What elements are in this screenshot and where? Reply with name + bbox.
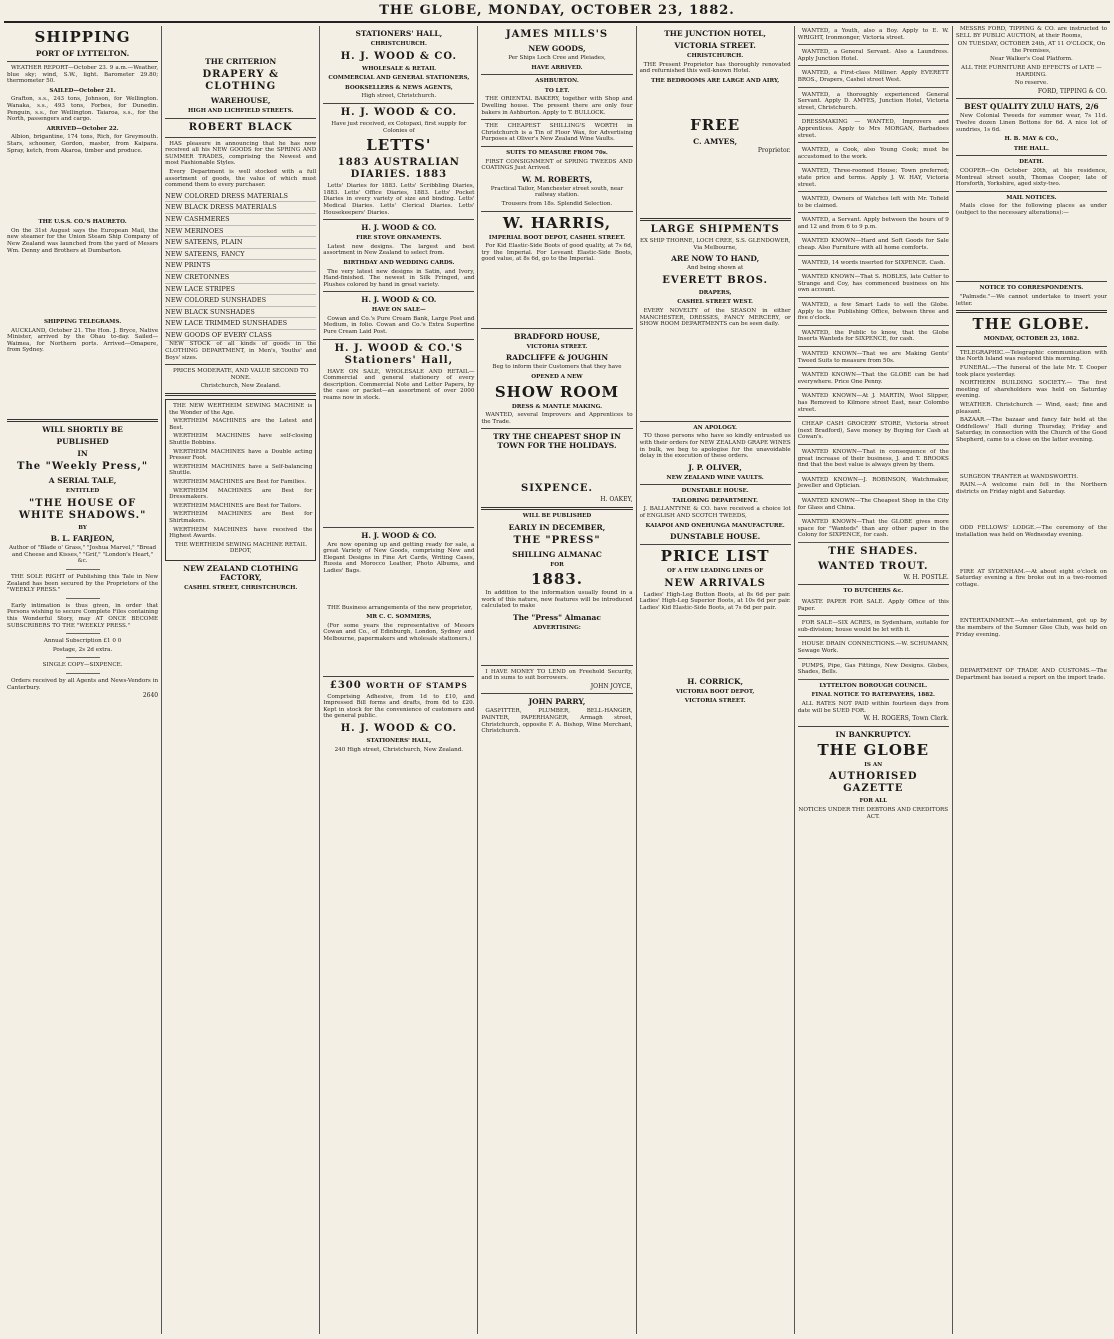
auction-date: ON TUESDAY, OCTOBER 24th, AT 11 O'CLOCK, On the Premises,	[957, 41, 1106, 54]
hotel-street: VICTORIA STREET.	[674, 41, 756, 50]
cheapest-text: THE CHEAPEST SHILLING'S WORTH in Christchurch is a Tin of Floor Wax, for Advertising Purposes at Oliver's New Zealand Wine Vaults.	[481, 123, 633, 143]
wanted-ad: WANTED, a Youth, also a Boy. Apply to E. W. WRIGHT, Ironmonger, Victoria street.	[798, 26, 949, 45]
wanted-ad: WANTED, a thoroughly experienced General Servant. Apply D. AMYES, Junction Hotel, Victoria street, Christchurch.	[798, 90, 949, 116]
wanted-ad: WANTED KNOWN—Hard and Soft Goods for Sale cheap. Also Furniture with all home comforts.	[798, 236, 949, 255]
for-sale-ad: FOR SALE—SIX ACRES, in Sydenham, suitable for sub-division; house would be let with it.	[798, 618, 949, 637]
stationers-text: HAVE ON SALE, WHOLESALE AND RETAIL—Commercial and general stationery of every description. Commercial Note and Letter Papers, by the case or packet—an assortment of over 2000 reams now in stock.	[323, 368, 475, 402]
wanted-ad: WANTED, a Servant. Apply between the hours of 9 and 12 and from 6 to 9 p.m.	[798, 215, 949, 234]
wanted-ad: WANTED KNOWN—The Cheapest Shop in the City for Glass and China.	[798, 496, 949, 515]
author-name: B. L. FARJEON,	[50, 534, 115, 544]
wood-booksellers: BOOKSELLERS & NEWS AGENTS,	[345, 84, 453, 91]
hotel-text: THE Present Proprietor has thoroughly renovated and refurnished this well-known Hotel.	[639, 61, 791, 75]
wanted-ad: WANTED, a Cook, also Young Cook; must be accustomed to the work.	[798, 145, 949, 164]
ashburton: ASHBURTON.	[535, 78, 579, 85]
stamps-text: Comprising Adhesive, from 1d to £10, and Impressed Bill forms and drafts, from 6d to £20. Kept in stock for the convenience of customers and the general public.	[323, 693, 475, 720]
wanted-ad: WANTED KNOWN—That S. ROBLES, late Cutter to Strange and Coy, has commenced business on his own account.	[798, 272, 949, 298]
criterion-city: Christchurch, New Zealand.	[200, 383, 281, 390]
sixpence-label: SIXPENCE.	[520, 483, 593, 495]
stationers-title: H. J. WOOD & CO.'S Stationers' Hall,	[334, 342, 464, 366]
zulu-text: New Colonial Tweeds for summer wear, 7s 11d. Twelve dozen Linen Bottons for 6d. A nice lot of sundries, 1s 6d.	[955, 113, 1107, 133]
wood-wholesale: WHOLESALE & RETAIL	[361, 65, 436, 72]
bradford-title: BRADFORD HOUSE,	[513, 331, 600, 341]
goods-list	[165, 191, 316, 342]
waste-paper-ad: WASTE PAPER FOR SALE. Apply Office of this Paper.	[798, 597, 949, 616]
lyttelton-council: LYTTELTON BOROUGH COUNCIL.	[819, 682, 928, 689]
being-shown: And being shown at	[687, 265, 744, 272]
wanted-ad: WANTED, a General Servant. Also a Laundress. Apply Junction Hotel.	[798, 47, 949, 66]
orders-text: Orders received by all Agents and News-Vendors in Canterbury.	[7, 677, 159, 691]
pumps-ad: PUMPS, Pipe, Gas Fittings, New Designs. Globes, Shades, Bells.	[798, 661, 949, 680]
goods-item: NEW BLACK SUNSHADES	[165, 307, 316, 319]
hotel-city: CHRISTCHURCH.	[687, 53, 744, 59]
auction-text: MESSRS FORD, TIPPING & CO. are instructed to SELL BY PUBLIC AUCTION, at their Rooms,	[955, 26, 1107, 39]
to-let-text: THE ORIENTAL BAKERY, together with Shop and Dwelling house. The present there are only four bakers in Ashburton. Apply to T. BULLOCK.	[481, 96, 633, 116]
wanted-ad: WANTED, a few Smart Lads to sell the Globe. Apply to the Publishing Office, between three and five o'clock.	[798, 300, 949, 326]
bankruptcy-title: IN BANKRUPTCY.	[835, 729, 911, 739]
column-wanteds	[795, 26, 953, 1334]
wood-firm-3: H. J. WOOD & CO.	[361, 223, 437, 233]
ad-ref: 2640	[142, 692, 159, 700]
by-label: BY	[78, 524, 87, 531]
wertheim-line: WERTHEIM MACHINES are Best for Tailors.	[173, 502, 302, 509]
wertheim-line: WERTHEIM MACHINES have received the Highest Awards.	[169, 526, 313, 540]
proprietor-name: ROBERT BLACK	[188, 121, 293, 133]
show-room: SHOW ROOM	[494, 382, 620, 401]
may-co: H. B. MAY & CO.,	[1004, 136, 1059, 143]
mills-title: JAMES MILLS'S	[505, 29, 609, 40]
sailed-heading: SAILED—October 21.	[49, 87, 116, 94]
palmsde-note: "Palmsde."—We cannot undertake to insert your letter.	[955, 294, 1107, 307]
weather-report: WEATHER REPORT—October 23. 9 a.m.—Weather, blue sky; wind, S.W., light. Barometer 29.80; thermometer 50.	[7, 65, 159, 85]
early-text: Early intimation is thus given, in order that Persons wishing to secure Complete Files containing this Wonderful Story, may AT ONCE BECOME SUBSCRIBERS TO THE "WEEKLY PRESS."	[7, 602, 159, 629]
news-heading: THE U.S.S. CO.'S HAURETO.	[38, 219, 127, 226]
wood-firm-6: H. J. WOOD & CO.	[340, 722, 457, 734]
suits-heading: SUITS TO MEASURE FROM 70s.	[506, 149, 608, 156]
postle-name: W. H. POSTLE.	[903, 573, 949, 581]
debtors-notices: NOTICES UNDER THE DEBTORS AND CREDITORS ACT.	[798, 806, 949, 820]
business-notice: THE Business arrangements of the new proprietor,	[327, 604, 473, 611]
arrived-text: Albion, brigantine, 174 tons, Rich, for Greymouth. Stars, schooner, Gordon, master, from Kaipara. Spray, ketch, from Akaroa, timber and produce.	[7, 134, 159, 154]
goods-item: NEW CASHMERES	[165, 214, 316, 226]
bedrooms: THE BEDROOMS ARE LARGE AND AIRY,	[651, 77, 780, 84]
wanted-ad: WANTED KNOWN—That in consequence of the great increase of their business, J. and T. BROOKS find that the best value is always given by them.	[798, 447, 949, 473]
telegraphic-item: TELEGRAPHIC.—Telegraphic communication with the North Island was restored this morning.	[955, 349, 1107, 363]
boot-depot: VICTORIA BOOT DEPOT,	[675, 688, 755, 695]
announce-line-2: PUBLISHED	[56, 437, 109, 447]
rain-item: RAIN.—A welcome rain fell in the Northern districts on Friday night and Saturday.	[955, 482, 1107, 495]
nz-clothing: NEW ZEALAND CLOTHING FACTORY,	[183, 563, 299, 582]
rates-text: ALL RATES NOT PAID within fourteen days from date will be SUED FOR.	[797, 701, 949, 714]
wertheim-title: THE NEW WERTHEIM SEWING MACHINE is the Wonder of the Age.	[169, 403, 313, 416]
stamps-amount: £300	[329, 679, 362, 691]
wertheim-line: WERTHEIM MACHINES are Best for Families.	[173, 478, 306, 485]
stationers-hall: STATIONERS' HALL,	[355, 29, 443, 38]
wertheim-line: WERTHEIM MACHINES are Best for Dressmakers.	[169, 487, 313, 501]
authorised-gazette: AUTHORISED GAZETTE	[828, 771, 918, 795]
tailoring-dept: TAILORING DEPARTMENT.	[672, 497, 758, 504]
tale-title: "THE HOUSE OF WHITE SHADOWS."	[18, 497, 147, 521]
new-goods-text: Are now opening up and getting ready for sale, a great Variety of New Goods, comprising New and Elegant Designs in Fine Art Cards, Writing Cases, Russia and Morocco Leather, Photo Albums, and Ladies' Bags.	[323, 541, 475, 574]
price-text: Ladies' High-Leg Button Boots, at 8s 6d per pair. Ladies' High-Leg Superior Boots, at 10s 6d per pair. Ladies' Kid Elastic-Side Boots, at 7s 6d per pair.	[639, 591, 791, 612]
cheap-grocery-ad: CHEAP CASH GROCERY STORE, Victoria street (next Bradford), Save money by Buying for Cash at Cowan's.	[798, 419, 949, 445]
globe-title: THE GLOBE.	[972, 315, 1091, 334]
harris-title: W. HARRIS,	[502, 213, 612, 232]
wertheim-line: WERTHEIM MACHINES are Best for Shirtmakers.	[169, 511, 313, 524]
wanted-ad: WANTED, the Public to know, that the Globe Inserts Wanteds for SIXPENCE, for cash.	[798, 328, 949, 347]
mail-text: Mails close for the following places as under (subject to the necessary alterations):—	[955, 203, 1107, 216]
press-title: THE "PRESS"	[513, 534, 601, 546]
radcliffe-name: RADCLIFFE & JOUGHIN	[505, 353, 609, 363]
town-clerk: W. H. ROGERS, Town Clerk.	[863, 715, 949, 723]
news-text: On the 31st August says the European Mail, the new steamer for the Union Steam Ship Company of New Zealand was launched from the yard of Messrs Wm. Denny and Brothers at Dumbarton.	[7, 227, 159, 254]
wanted-trout: WANTED TROUT.	[818, 560, 929, 572]
wertheim-line: WERTHEIM MACHINES have self-closing Shuttle Bobbins.	[169, 433, 313, 446]
amyes-name: C. AMYES,	[693, 137, 738, 147]
port-heading: PORT OF LYTTELTON.	[35, 49, 130, 58]
every-novelty: EVERY NOVELTY of the SEASON in either MANCHESTER, DRESSES, FANCY MERCERY, or SHOW ROOM DEPARTMENTS can be seen daily.	[639, 307, 791, 328]
holidays-heading: TRY THE CHEAPEST SHOP IN TOWN FOR THE HOLIDAYS.	[493, 432, 621, 451]
wood-address: High street, Christchurch.	[361, 93, 437, 100]
wanted-ad: WANTED, 14 words inserted for SIXPENCE. Cash.	[798, 258, 949, 271]
wertheim-line: WERTHEIM MACHINES are the Latest and Best.	[169, 418, 313, 431]
radcliffe-sub: Beg to inform their Customers that they have	[492, 364, 622, 371]
proprietor-label: Proprietor.	[757, 147, 791, 155]
cowan-list: Cowan and Co.'s Pure Cream Bank, Large Post and Medium, in folio. Cowan and Co.'s Extra Superfine Pure Cream Laid Post.	[323, 315, 475, 336]
surgeon-item: SURGEON TRANTER at WANDSWORTH.	[959, 473, 1079, 480]
drain-ad: HOUSE DRAIN CONNECTIONS.—W. SCHUMANN, Sewage Work.	[798, 639, 949, 658]
wertheim-line: WERTHEIM MACHINES have a Double acting Presser Foot.	[169, 448, 313, 462]
ballantyne-text: J. BALLANTYNE & CO. have received a choice lot of ENGLISH AND SCOTCH TWEEDS,	[639, 506, 791, 520]
apology-heading: AN APOLOGY.	[693, 424, 737, 431]
press-almanac: The "Press" Almanac	[512, 613, 601, 622]
wine-vaults: NEW ZEALAND WINE VAULTS.	[666, 474, 764, 481]
hotel-title: THE JUNCTION HOTEL,	[664, 29, 767, 38]
bradford-sub: VICTORIA STREET.	[526, 343, 588, 350]
column-wood	[320, 26, 478, 1334]
dress-making: DRESS & MANTLE MAKING.	[511, 403, 603, 410]
wanted-ad: WANTED, a First-class Milliner. Apply EVERETT BROS., Drapers, Cashel street West.	[798, 68, 949, 87]
postage-text: Postage, 2s 2d extra.	[52, 646, 113, 653]
goods-item: NEW SATEENS, PLAIN	[165, 237, 316, 249]
column-hotel	[637, 26, 795, 1334]
columns	[4, 26, 1110, 1334]
stamps-label: WORTH OF STAMPS	[366, 680, 468, 690]
dunstable-house: DUNSTABLE HOUSE.	[681, 488, 749, 495]
goods-item: NEW COLORED DRESS MATERIALS	[165, 191, 316, 203]
goods-item: NEW LACE STRIPES	[165, 284, 316, 296]
wood-city: CHRISTCHURCH.	[370, 41, 427, 47]
criterion-label: THE CRITERION	[205, 57, 277, 66]
subscription-text: Annual Subscription £1 0 0	[43, 638, 122, 645]
prices-line: PRICES MODERATE, AND VALUE SECOND TO NONE.	[172, 368, 309, 381]
wanted-ad: WANTED KNOWN—J. ROBINSON, Watchmaker, Jeweller and Optician.	[798, 475, 949, 494]
criterion-intro: HAS pleasure in announcing that he has now received all his NEW GOODS for the SPRING AND SUMMER TRADES, comprising the Newest and most Fashionable Styles.	[165, 140, 317, 167]
column-mills	[478, 26, 636, 1334]
wanted-ad: WANTED KNOWN—That the GLOBE can be had everywhere. Price One Penny.	[798, 370, 949, 389]
mills-goods: NEW GOODS,	[528, 44, 586, 53]
harris-sub: IMPERIAL BOOT DEPOT, CASHEL STREET.	[488, 234, 626, 241]
ford-tipping: FORD, TIPPING & CO.	[1037, 87, 1107, 95]
parry-text: GASFITTER, PLUMBER, BELL-HANGER, PAINTER, PAPERHANGER, Armagh street, Christchurch, opposite F. A. Bishop, Wine Merchant, Christchurch.	[481, 708, 633, 735]
globe-date: MONDAY, OCTOBER 23, 1882.	[983, 336, 1080, 343]
roberts-name: W. M. ROBERTS,	[521, 174, 593, 184]
the-hall: THE HALL.	[1013, 145, 1049, 152]
shipping-heading: SHIPPING	[34, 28, 131, 46]
shades-title: THE SHADES.	[828, 545, 919, 557]
harris-text: For Kid Elastic-Side Boots of good quality, at 7s 6d, try the Imperial. For Leveant Elastic-Side Boots, good value, at 8s 6d, go to the Imperial.	[481, 243, 633, 263]
letts-title: LETTS'	[366, 136, 432, 155]
birthday-cards: BIRTHDAY AND WEDDING CARDS.	[343, 259, 455, 266]
shipments-ships: EX SHIP THORNE, LOCH CREE, S.S. GLENDOWER, Via Melbourne,	[639, 237, 791, 251]
large-shipments: LARGE SHIPMENTS	[650, 223, 780, 235]
fire-stove: FIRE STOVE ORNAMENTS.	[356, 235, 442, 242]
goods-item: NEW CRETONNES	[165, 272, 316, 284]
first-consignment: FIRST CONSIGNMENT of SPRING TWEEDS AND COATINGS Just Arrived.	[481, 158, 633, 172]
criterion-address: HIGH AND LICHFIELD STREETS.	[188, 108, 294, 114]
wanted-ad: WANTED KNOWN—At J. MARTIN, Wool Slipper, has Removed to Kilmore street East, near Colombo street.	[798, 391, 949, 417]
trousers-line: Trousers from 18s. Splendid Selection.	[501, 200, 613, 207]
price-list: PRICE LIST	[660, 547, 770, 566]
wood-address-2: 240 High street, Christchurch, New Zealand.	[334, 746, 464, 753]
drapers-label: DRAPERS,	[698, 289, 732, 296]
stamps-price	[323, 680, 474, 692]
wanted-ad: WANTED KNOWN—That we are Making Gents' Tweed Suits to measure from 50s.	[798, 349, 949, 368]
goods-item: NEW COLORED SUNSHADES	[165, 295, 316, 307]
announce-line-1: WILL SHORTLY BE	[42, 425, 123, 435]
funeral-item: FUNERAL.—The funeral of the late Mr. T. Cooper took place yesterday.	[955, 365, 1107, 378]
single-copy: SINGLE COPY—SIXPENCE.	[42, 662, 123, 669]
weekly-press-title: The "Weekly Press,"	[17, 461, 149, 473]
money-to-lend: I HAVE MONEY TO LEND on Freehold Security, and in sums to suit borrowers.	[481, 668, 633, 682]
joyce-name: JOHN JOYCE,	[590, 682, 633, 690]
serial-label: A SERIAL TALE,	[48, 476, 117, 486]
victoria-street: VICTORIA STREET.	[684, 698, 746, 705]
dunstable-house-2: DUNSTABLE HOUSE.	[670, 532, 761, 542]
telegrams-heading: SHIPPING TELEGRAMS.	[43, 319, 122, 326]
nz-clothing-address: CASHEL STREET, CHRISTCHURCH.	[184, 584, 298, 591]
wood-firm-4: H. J. WOOD & CO.	[361, 295, 437, 305]
arrived-heading: ARRIVED—October 22.	[46, 125, 119, 132]
to-butchers: TO BUTCHERS &c.	[843, 588, 904, 595]
mills-ships: Per Ships Loch Cree and Pleiades,	[508, 55, 606, 61]
diaries-year: 1883 AUSTRALIAN DIARIES. 1883	[337, 157, 460, 181]
sommers-name: MR C. C. SOMMERS,	[366, 614, 432, 621]
wanted-ad: WANTED, Three-roomed House; Town preferred; state price and terms. Apply J. W. HAY, Victoria street.	[798, 166, 949, 192]
to-let: TO LET.	[544, 87, 570, 94]
will-be-published: WILL BE PUBLISHED	[522, 513, 592, 520]
northern-item: NORTHERN BUILDING SOCIETY.— The first meeting of shareholders was held on Saturday evening.	[955, 380, 1107, 400]
goods-item: NEW MERINOES	[165, 226, 316, 238]
almanac-text: In addition to the information usually found in a work of this nature, new features will be introduced calculated to make	[481, 590, 633, 610]
oddfellows-item: ODD FELLOWS' LODGE.—The ceremony of the installation was held on Wednesday evening.	[955, 525, 1107, 538]
goods-item: NEW SATEENS, FANCY	[165, 249, 316, 261]
roberts-address: Practical Tailor, Manchester street south, near railway station.	[490, 185, 624, 199]
wood-firm-2: H. J. WOOD & CO.	[340, 106, 457, 118]
clothing-stock: NEW STOCK of all kinds of goods in the CLOTHING DEPARTMENT, in Men's, Youths' and Boys' sizes.	[165, 341, 317, 361]
column-editorial	[953, 26, 1110, 1334]
leading-lines: OF A FEW LEADING LINES OF	[667, 568, 764, 575]
early-december: EARLY IN DECEMBER,	[508, 522, 606, 532]
everett-bros: EVERETT BROS.	[662, 274, 769, 286]
apology-text: TO those persons who have so kindly entrusted us with their orders for NEW ZEALAND GRAPE WINES in bulk, we beg to apologise for the unavoidable delay in the execution of these orders.	[639, 433, 791, 460]
corrick-name: H. CORRICK,	[687, 676, 744, 686]
almanac-year: 1883.	[531, 570, 583, 589]
telegrams-text: AUCKLAND, October 21. The Hon. J. Bryce, Native Minister, arrived by the Ohau to-day. Sailed—Waimea, for Northern ports. Arrived—Omapere, from Sydney.	[7, 327, 159, 354]
almanac-title: SHILLING ALMANAC	[512, 549, 602, 559]
death-text: COOPER—On October 20th, at his residence, Montreal street south, Thomas Cooper, late of Horsforth, Yorkshire, aged sixty-two.	[955, 167, 1107, 188]
column-criterion	[162, 26, 320, 1334]
is-an: IS AN	[864, 761, 883, 768]
are-now-to-hand: ARE NOW TO HAND,	[671, 254, 760, 264]
free-label: FREE	[690, 116, 741, 135]
criterion-dept: Every Department is well stocked with a full assortment of goods, the value of which must commend them to every purchaser.	[165, 168, 317, 189]
goods-item: NEW PRINTS	[165, 260, 316, 272]
mills-arrived: HAVE ARRIVED.	[531, 64, 583, 71]
announce-line-3: IN	[77, 449, 88, 459]
column-shipping	[4, 26, 162, 1334]
oliver-name: J. P. OLIVER,	[688, 462, 742, 472]
diaries-list: Letts' Diaries for 1883. Letts' Scribbling Diaries, 1883. Letts' Office Diaries, 1883. Letts' Pocket Diaries in every variety of size and binding. Letts' Medical Diaries. Letts' Clerical Diaries. Letts' Housekeepers' Diaries.	[323, 183, 475, 216]
fire-text: Latest new designs. The largest and best assortment in New Zealand to select from.	[323, 243, 475, 257]
final-notice: FINAL NOTICE TO RATEPAYERS, 1882.	[811, 692, 935, 699]
wood-firm-5: H. J. WOOD & CO.	[361, 530, 437, 540]
wanted-ad: WANTED KNOWN—That the GLOBE gives more space for "Wanteds" than any other paper in the Colony for SIXPENCE, for cash.	[798, 517, 949, 543]
sommers-text: (For some years the representative of Messrs Cowan and Co., of Edinburgh, London, Sydney and Melbourne, papermakers and wholesale stationers.)	[323, 622, 475, 642]
no-reserve: No reserve.	[1014, 80, 1048, 87]
wood-firm: H. J. WOOD & CO.	[340, 50, 457, 62]
drapery-title: DRAPERY & CLOTHING	[202, 69, 279, 92]
have-on-sale: HAVE ON SALE—	[371, 307, 426, 314]
auction-place: Near Walker's Coal Platform.	[990, 56, 1073, 63]
for-all: FOR ALL	[859, 798, 888, 805]
wood-hall-2: STATIONERS' HALL,	[366, 737, 432, 744]
rights-text: THE SOLE RIGHT of Publishing this Tale in New Zealand has been secured by the Proprietors of the "WEEKLY PRESS."	[7, 574, 159, 594]
wertheim-ad	[165, 399, 316, 561]
new-arrivals: NEW ARRIVALS	[664, 577, 766, 589]
opened-label: OPENED A NEW	[531, 374, 583, 381]
almanac-for: FOR	[550, 561, 564, 568]
kaiapoi-label: KAIAPOI AND ONEHUNGA MANUFACTURE.	[645, 522, 785, 529]
wanted-apprentices: WANTED, several Improvers and Apprentices to the Trade.	[481, 412, 633, 425]
zulu-hats: BEST QUALITY ZULU HATS, 2/6	[964, 102, 1099, 112]
goods-item: NEW BLACK DRESS MATERIALS	[165, 202, 316, 214]
letts-intro: Have just received, ex Cotopaxi, first supply for Colonies of	[331, 120, 467, 134]
wertheim-line: WERTHEIM MACHINES have a Self-balancing Shuttle.	[169, 463, 313, 477]
fire-item: FIRE AT SYDENHAM.—At about eight o'clock on Saturday evening a fire broke out in a two-roomed cottage.	[955, 568, 1107, 588]
mail-notices: MAIL NOTICES.	[1006, 194, 1057, 201]
goods-item: NEW GOODS OF EVERY CLASS	[165, 330, 316, 342]
trade-item: DEPARTMENT OF TRADE AND CUSTOMS.—The Department has issued a report on the import trade.	[955, 668, 1107, 681]
weather-item: WEATHER. Christchurch — Wind, east; fine and pleasant.	[955, 402, 1107, 415]
wood-commercial: COMMERCIAL AND GENERAL STATIONERS,	[328, 75, 470, 82]
birthday-text: The very latest new designs in Satin, and Ivory, Hand-finished. The newest in Silk Fringed, and Plushes colored by hand in great variety.	[323, 268, 475, 288]
advertising-label: ADVERTISING:	[533, 625, 581, 631]
author-works: Author of "Blade o' Grass," "Joshua Marvel," "Bread and Cheese and Kisses," "Grif," "London's Heart," &c.	[9, 545, 157, 565]
parry-name: JOHN PARRY,	[528, 697, 586, 707]
wanted-ad: WANTED, Owners of Watches left with Mr. Tofield to be claimed.	[798, 194, 949, 213]
oakey-name: H. OAKEY,	[600, 496, 633, 504]
notice-correspondents: NOTICE TO CORRESPONDENTS.	[979, 285, 1084, 292]
auction-goods: ALL THE FURNITURE AND EFFECTS of LATE — HARDING.	[961, 64, 1102, 78]
sailed-text: Grafton, s.s., 243 tons, Johnson, for Wellington. Wanaka, s.s., 493 tons, Forbes, for Dunedin. Penguin, s.s., for Wellington. Taiaroa, s.s., for the North, passengers and cargo.	[7, 96, 159, 123]
masthead: THE GLOBE, MONDAY, OCTOBER 23, 1882.	[4, 3, 1110, 23]
bazaar-item: BAZAAR.—The bazaar and fancy fair held at the Oddfellows' Hall during Thursday, Friday and Saturday, in connection with the Church of the Good Shepherd, came to a close on the latter evening.	[955, 417, 1107, 443]
newspaper-page	[4, 3, 1110, 1333]
entertainment-item: ENTERTAINMENT.—An entertainment, got up by the members of the Sumner Glee Club, was held on Friday evening.	[955, 618, 1107, 638]
cashel-label: CASHEL STREET WEST.	[677, 299, 753, 306]
goods-item: NEW LACE TRIMMED SUNSHADES	[165, 318, 316, 330]
warehouse-label: WAREHOUSE,	[210, 96, 271, 105]
globe-gazette-title: THE GLOBE	[817, 740, 930, 759]
dressmaking-ad: DRESSMAKING — WANTED, Improvers and Apprentices. Apply to Mrs MORGAN, Barbadoes street.	[798, 117, 949, 143]
entitled-label: ENTITLED	[65, 488, 100, 495]
death-heading: DEATH.	[1019, 159, 1044, 166]
wertheim-depot: THE WERTHEIM SEWING MACHINE RETAIL DEPOT,	[175, 541, 307, 555]
